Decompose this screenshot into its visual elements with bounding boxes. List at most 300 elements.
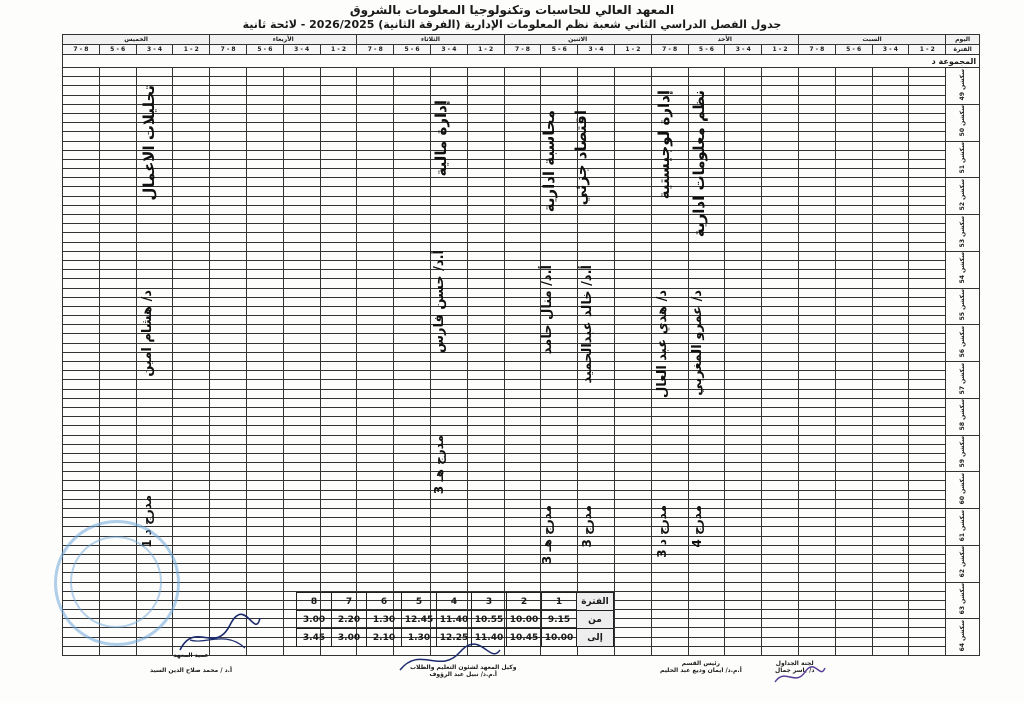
schedule-cell: [283, 242, 320, 251]
schedule-cell: [798, 343, 835, 352]
schedule-cell: [210, 554, 247, 563]
schedule-cell: [541, 398, 578, 407]
schedule-cell: [909, 536, 946, 545]
schedule-cell: [651, 628, 688, 637]
schedule-cell: [614, 316, 651, 325]
schedule-cell: [504, 233, 541, 242]
schedule-cell: [614, 343, 651, 352]
table-row: [63, 435, 980, 444]
schedule-cell: [173, 132, 210, 141]
schedule-cell: [394, 573, 431, 582]
schedule-cell: [762, 536, 799, 545]
table-row: [63, 205, 980, 214]
schedule-cell: [578, 407, 615, 416]
schedule-cell: [63, 509, 100, 518]
schedule-cell: [578, 95, 615, 104]
period-header: 2 - 1: [762, 45, 799, 55]
schedule-cell: [357, 113, 394, 122]
schedule-cell: [614, 334, 651, 343]
schedule-cell: [835, 279, 872, 288]
schedule-cell: [246, 113, 283, 122]
document-header: [0, 2, 1024, 32]
schedule-cell: [798, 150, 835, 159]
table-row: [63, 123, 980, 132]
schedule-cell: [210, 334, 247, 343]
schedule-cell: [320, 224, 357, 233]
schedule-cell: [725, 270, 762, 279]
schedule-cell: [504, 95, 541, 104]
section-label: سكشن 52: [946, 178, 980, 215]
schedule-cell: [614, 453, 651, 462]
schedule-cell: [320, 554, 357, 563]
schedule-cell: [357, 251, 394, 260]
schedule-cell: [798, 352, 835, 361]
schedule-cell: [99, 463, 136, 472]
schedule-cell: [688, 582, 725, 591]
schedule-cell: [210, 86, 247, 95]
schedule-cell: [909, 481, 946, 490]
schedule-cell: [872, 95, 909, 104]
schedule-cell: [872, 600, 909, 609]
period-number: 4: [437, 593, 472, 611]
schedule-cell: [762, 215, 799, 224]
schedule-cell: [725, 141, 762, 150]
schedule-cell: [63, 463, 100, 472]
schedule-cell: [578, 389, 615, 398]
schedule-cell: [614, 481, 651, 490]
schedule-cell: [688, 260, 725, 269]
schedule-cell: [210, 325, 247, 334]
period-end-time: 10.45: [507, 629, 542, 647]
schedule-cell: [725, 123, 762, 132]
schedule-cell: [357, 178, 394, 187]
schedule-cell: [99, 398, 136, 407]
schedule-cell: [725, 86, 762, 95]
schedule-cell: [99, 205, 136, 214]
schedule-cell: [246, 77, 283, 86]
schedule-cell: [394, 260, 431, 269]
schedule-cell: [504, 242, 541, 251]
schedule-cell: [762, 619, 799, 628]
schedule-cell: [762, 380, 799, 389]
schedule-cell: [614, 600, 651, 609]
section-label: سكشن 54: [946, 251, 980, 288]
schedule-cell: [835, 554, 872, 563]
schedule-cell: [798, 389, 835, 398]
schedule-cell: [430, 417, 467, 426]
schedule-cell: [394, 398, 431, 407]
table-row: [63, 573, 980, 582]
schedule-cell: [835, 646, 872, 655]
schedule-cell: [394, 536, 431, 545]
schedule-cell: [872, 141, 909, 150]
schedule-cell: [357, 352, 394, 361]
period-number: 6: [367, 593, 402, 611]
schedule-cell: [762, 316, 799, 325]
schedule-cell: [430, 509, 467, 518]
schedule-cell: [909, 334, 946, 343]
schedule-cell: [798, 417, 835, 426]
schedule-cell: [835, 123, 872, 132]
schedule-cell: [210, 251, 247, 260]
schedule-cell: [835, 196, 872, 205]
schedule-cell: [99, 371, 136, 380]
schedule-cell: [210, 600, 247, 609]
lecture-doctor: أ.د/ منال حامد: [540, 265, 555, 355]
schedule-cell: [357, 205, 394, 214]
schedule-cell: [909, 407, 946, 416]
schedule-cell: [504, 564, 541, 573]
schedule-cell: [725, 242, 762, 251]
schedule-cell: [467, 481, 504, 490]
schedule-cell: [210, 187, 247, 196]
schedule-cell: [63, 352, 100, 361]
schedule-cell: [725, 196, 762, 205]
schedule-cell: [173, 159, 210, 168]
schedule-cell: [320, 573, 357, 582]
schedule-cell: [541, 426, 578, 435]
schedule-cell: [725, 380, 762, 389]
schedule-cell: [173, 288, 210, 297]
schedule-cell: [798, 169, 835, 178]
schedule-cell: [210, 481, 247, 490]
period-start-time: 2.20: [332, 611, 367, 629]
schedule-cell: [63, 371, 100, 380]
schedule-cell: [835, 463, 872, 472]
schedule-cell: [762, 288, 799, 297]
schedule-cell: [541, 371, 578, 380]
schedule-cell: [283, 352, 320, 361]
table-row: [63, 518, 980, 527]
schedule-cell: [578, 481, 615, 490]
period-header: 6 - 5: [246, 45, 283, 55]
schedule-cell: [909, 233, 946, 242]
schedule-cell: [872, 270, 909, 279]
schedule-cell: [136, 417, 173, 426]
schedule-cell: [798, 288, 835, 297]
schedule-cell: [283, 113, 320, 122]
schedule-cell: [246, 233, 283, 242]
schedule-cell: [578, 472, 615, 481]
schedule-cell: [614, 215, 651, 224]
schedule-cell: [430, 582, 467, 591]
schedule-cell: [798, 380, 835, 389]
period-header-label: الفترة: [946, 45, 980, 55]
schedule-cell: [762, 527, 799, 536]
schedule-cell: [394, 215, 431, 224]
schedule-cell: [63, 187, 100, 196]
schedule-cell: [725, 362, 762, 371]
schedule-cell: [762, 187, 799, 196]
schedule-cell: [725, 518, 762, 527]
schedule-cell: [467, 260, 504, 269]
schedule-cell: [173, 325, 210, 334]
schedule-cell: [835, 453, 872, 462]
schedule-cell: [762, 610, 799, 619]
schedule-cell: [651, 481, 688, 490]
schedule-cell: [835, 86, 872, 95]
schedule-cell: [541, 68, 578, 77]
schedule-cell: [283, 472, 320, 481]
schedule-cell: [762, 224, 799, 233]
schedule-cell: [320, 527, 357, 536]
schedule-cell: [467, 316, 504, 325]
schedule-cell: [614, 242, 651, 251]
schedule-cell: [467, 215, 504, 224]
schedule-cell: [651, 251, 688, 260]
schedule-cell: [320, 453, 357, 462]
schedule-cell: [909, 288, 946, 297]
table-row: [63, 132, 980, 141]
period-header: 4 - 3: [430, 45, 467, 55]
schedule-cell: [872, 279, 909, 288]
schedule-cell: [99, 113, 136, 122]
schedule-cell: [762, 463, 799, 472]
schedule-cell: [210, 260, 247, 269]
schedule-cell: [798, 233, 835, 242]
schedule-cell: [762, 362, 799, 371]
schedule-cell: [578, 417, 615, 426]
schedule-cell: [394, 251, 431, 260]
schedule-cell: [246, 343, 283, 352]
table-row: [63, 233, 980, 242]
schedule-cell: [99, 444, 136, 453]
schedule-cell: [283, 270, 320, 279]
schedule-cell: [99, 490, 136, 499]
schedule-cell: [283, 343, 320, 352]
schedule-cell: [762, 407, 799, 416]
schedule-cell: [835, 490, 872, 499]
schedule-cell: [762, 196, 799, 205]
period-start-time: 11.40: [437, 611, 472, 629]
schedule-cell: [246, 169, 283, 178]
schedule-cell: [320, 343, 357, 352]
schedule-cell: [246, 545, 283, 554]
schedule-cell: [762, 591, 799, 600]
schedule-cell: [614, 306, 651, 315]
day-header: الأربعاء: [210, 35, 357, 45]
schedule-cell: [63, 472, 100, 481]
schedule-cell: [430, 564, 467, 573]
schedule-cell: [872, 472, 909, 481]
schedule-cell: [173, 536, 210, 545]
schedule-cell: [136, 453, 173, 462]
schedule-cell: [872, 582, 909, 591]
schedule-cell: [283, 499, 320, 508]
schedule-cell: [835, 316, 872, 325]
schedule-cell: [173, 453, 210, 462]
schedule-cell: [504, 260, 541, 269]
schedule-cell: [614, 637, 651, 646]
schedule-cell: [246, 251, 283, 260]
period-header: 2 - 1: [909, 45, 946, 55]
schedule-cell: [320, 77, 357, 86]
schedule-cell: [798, 104, 835, 113]
schedule-cell: [688, 453, 725, 462]
schedule-cell: [651, 646, 688, 655]
schedule-cell: [835, 600, 872, 609]
schedule-cell: [136, 472, 173, 481]
schedule-cell: [614, 545, 651, 554]
schedule-cell: [63, 86, 100, 95]
schedule-cell: [651, 279, 688, 288]
schedule-cell: [320, 187, 357, 196]
schedule-cell: [357, 582, 394, 591]
schedule-cell: [467, 306, 504, 315]
schedule-cell: [357, 242, 394, 251]
schedule-cell: [725, 352, 762, 361]
table-row: [63, 159, 980, 168]
schedule-cell: [725, 68, 762, 77]
schedule-cell: [394, 490, 431, 499]
schedule-cell: [210, 279, 247, 288]
schedule-cell: [798, 205, 835, 214]
schedule-cell: [320, 407, 357, 416]
schedule-cell: [467, 582, 504, 591]
schedule-cell: [798, 518, 835, 527]
period-start-time: 10.00: [507, 611, 542, 629]
schedule-cell: [762, 169, 799, 178]
schedule-cell: [467, 398, 504, 407]
schedule-cell: [99, 417, 136, 426]
schedule-cell: [430, 573, 467, 582]
lecture-hall: مدرج د 3: [655, 505, 669, 558]
period-end-time: 11.40: [472, 629, 507, 647]
schedule-cell: [430, 224, 467, 233]
schedule-cell: [725, 499, 762, 508]
schedule-cell: [541, 463, 578, 472]
schedule-cell: [614, 417, 651, 426]
schedule-cell: [909, 389, 946, 398]
schedule-cell: [909, 518, 946, 527]
schedule-cell: [63, 196, 100, 205]
schedule-cell: [357, 389, 394, 398]
schedule-cell: [541, 435, 578, 444]
schedule-cell: [835, 288, 872, 297]
schedule-cell: [688, 591, 725, 600]
schedule-cell: [283, 371, 320, 380]
schedule-cell: [504, 86, 541, 95]
schedule-cell: [762, 260, 799, 269]
schedule-cell: [283, 187, 320, 196]
schedule-cell: [909, 490, 946, 499]
schedule-cell: [63, 159, 100, 168]
schedule-cell: [63, 417, 100, 426]
schedule-cell: [246, 306, 283, 315]
schedule-cell: [504, 178, 541, 187]
schedule-cell: [614, 499, 651, 508]
schedule-cell: [210, 435, 247, 444]
period-header: 4 - 3: [578, 45, 615, 55]
schedule-cell: [283, 306, 320, 315]
schedule-cell: [467, 68, 504, 77]
schedule-cell: [357, 435, 394, 444]
schedule-cell: [614, 141, 651, 150]
schedule-cell: [725, 389, 762, 398]
schedule-cell: [835, 481, 872, 490]
period-number: 1: [542, 593, 577, 611]
schedule-cell: [210, 573, 247, 582]
schedule-cell: [394, 499, 431, 508]
schedule-cell: [99, 123, 136, 132]
schedule-cell: [762, 178, 799, 187]
schedule-cell: [798, 141, 835, 150]
schedule-cell: [246, 481, 283, 490]
schedule-cell: [246, 279, 283, 288]
schedule-cell: [467, 426, 504, 435]
schedule-cell: [394, 169, 431, 178]
schedule-cell: [99, 325, 136, 334]
schedule-cell: [798, 499, 835, 508]
schedule-cell: [762, 573, 799, 582]
schedule-cell: [762, 352, 799, 361]
schedule-cell: [835, 132, 872, 141]
schedule-cell: [136, 242, 173, 251]
day-header: الثلاثاء: [357, 35, 504, 45]
schedule-cell: [283, 279, 320, 288]
period-number: 7: [332, 593, 367, 611]
schedule-cell: [762, 389, 799, 398]
schedule-cell: [909, 380, 946, 389]
schedule-cell: [651, 398, 688, 407]
schedule-cell: [357, 279, 394, 288]
schedule-cell: [725, 628, 762, 637]
day-header: الأحد: [651, 35, 798, 45]
schedule-cell: [798, 591, 835, 600]
schedule-cell: [872, 352, 909, 361]
schedule-cell: [210, 77, 247, 86]
schedule-cell: [541, 417, 578, 426]
table-row: [63, 343, 980, 352]
schedule-cell: [467, 159, 504, 168]
schedule-cell: [394, 224, 431, 233]
schedule-cell: [210, 288, 247, 297]
schedule-cell: [173, 371, 210, 380]
schedule-cell: [430, 196, 467, 205]
schedule-cell: [651, 564, 688, 573]
schedule-cell: [872, 334, 909, 343]
schedule-cell: [99, 279, 136, 288]
schedule-cell: [614, 251, 651, 260]
schedule-cell: [394, 371, 431, 380]
section-label: سكشن 56: [946, 325, 980, 362]
schedule-cell: [210, 95, 247, 104]
schedule-cell: [357, 564, 394, 573]
schedule-cell: [394, 518, 431, 527]
schedule-cell: [430, 398, 467, 407]
schedule-cell: [504, 407, 541, 416]
schedule-cell: [835, 472, 872, 481]
period-start-time: 10.55: [472, 611, 507, 629]
schedule-cell: [504, 325, 541, 334]
schedule-cell: [835, 509, 872, 518]
schedule-cell: [762, 426, 799, 435]
schedule-cell: [210, 407, 247, 416]
schedule-cell: [762, 343, 799, 352]
schedule-cell: [283, 316, 320, 325]
schedule-cell: [357, 407, 394, 416]
schedule-cell: [246, 591, 283, 600]
schedule-cell: [246, 380, 283, 389]
schedule-cell: [909, 297, 946, 306]
schedule-cell: [909, 104, 946, 113]
schedule-cell: [357, 371, 394, 380]
schedule-cell: [467, 77, 504, 86]
table-row: [63, 242, 980, 251]
schedule-cell: [63, 251, 100, 260]
schedule-cell: [357, 444, 394, 453]
schedule-cell: [173, 306, 210, 315]
